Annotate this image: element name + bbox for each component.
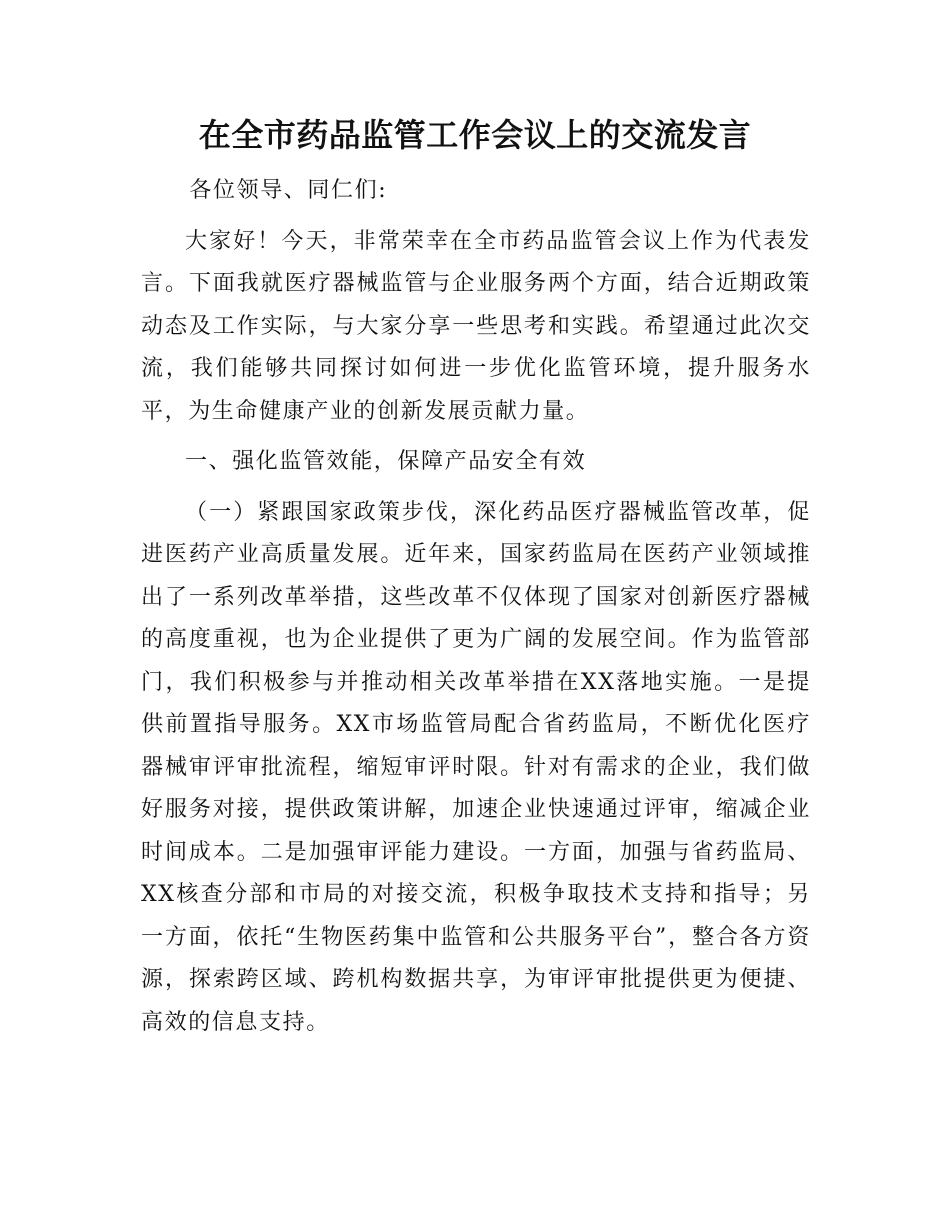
- page-title: 在全市药品监管工作会议上的交流发言: [198, 116, 752, 154]
- paragraph-section-1-1: （一）紧跟国家政策步伐，深化药品医疗器械监管改革，促进医药产业高质量发展。近年来，国家药监局在医药产业领域推出了一系列改革举措，这些改革不仅体现了国家对创新医疗器械的高度重视，也为企业提供了更为广阔的发展空间。作为监管部门，我们积极参与并推动相关改革举措在XX落地实施。一是提供前置指导服务。XX市场监管局配合省药监局，不断优化医疗器械审评审批流程，缩短审评时限。针对有需求的企业，我们做好服务对接，提供政策讲解，加速企业快速通过评审，缩减企业时间成本。二是加强审评能力建设。一方面，加强与省药监局、XX核查分部和市局的对接交流，积极争取技术支持和指导；另一方面，依托“生物医药集中监管和公共服务平台”，整合各方资源，探索跨区域、跨机构数据共享，为审评审批提供更为便捷、高效的信息支持。: [141, 499, 811, 1035]
- paragraph-opening: 大家好！今天，非常荣幸在全市药品监管会议上作为代表发言。下面我就医疗器械监管与企业服务两个方面，结合近期政策动态及工作实际，与大家分享一些思考和实践。希望通过此次交流，我们能够共同探讨如何进一步优化监管环境，提升服务水平，为生命健康产业的创新发展贡献力量。: [141, 228, 811, 424]
- section-heading: 一、强化监管效能，保障产品安全有效: [185, 449, 587, 474]
- document-body: [141, 170, 811, 1044]
- salutation: 各位领导、同仁们:: [189, 178, 388, 203]
